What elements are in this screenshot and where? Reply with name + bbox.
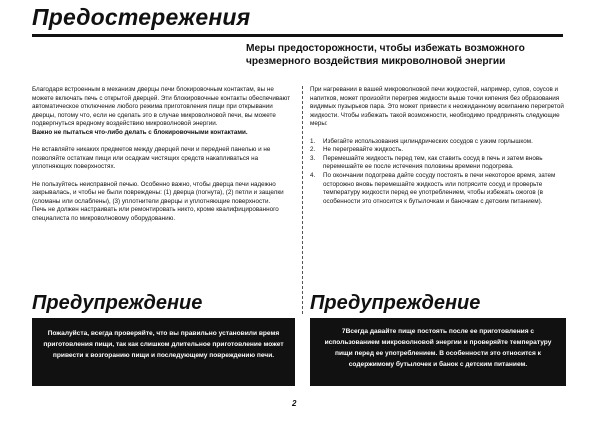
list-item: 3. Перемешайте жидкость перед тем, как ставить сосуд в печь и затем вновь перемешайте ее после истечения половины времени подогрева.	[310, 154, 543, 171]
warning-text-left: Пожалуйста, всегда проверяйте, что вы правильно установили время приготовления пищи, так как слишком длительное приготовление может привести к возгоранию пищи и последующему повреждению печи.	[43, 330, 284, 359]
damaged-oven-paragraph: Не пользуйтесь неисправной печью. Особенно важно, чтобы дверца печи надежно закрывалась, и чтобы не были повреждены: (1) дверца (погнута), (2) петли и защелки (сломаны или ослаблены), (3) уплотнители дверцы и уплотняющие поверхности.	[32, 180, 284, 205]
warning-heading-left: Предупреждение	[32, 292, 203, 314]
page-title: Предостережения	[32, 4, 251, 30]
warning-text-right: 7Всегда давайте пище постоять после ее приготовления с использованием микроволновой энергии и проверяйте температуру пищи перед ее употреблением. В особенности это относится к содержимому бутылочек и банок с детским питанием.	[324, 328, 552, 368]
warning-box-left	[32, 318, 295, 386]
right-column	[310, 86, 566, 206]
warning-box-right	[310, 318, 566, 386]
liquids-intro-paragraph: При нагревании в вашей микроволновой печи жидкостей, например, супов, соусов и напитков, может произойти перегрев жидкости выше точки кипения без образования видимых пузырьков пара. Это может привести к неожиданному вскипанию перегретой жидкости. Чтобы избежать такой возможности, необходимо предпринять следующие меры:	[310, 86, 564, 128]
door-objects-paragraph: Не вставляйте никаких предметов между дверцей печи и передней панелью и не позволяйте остаткам пищи или осадкам чистящих средств накапливаться на уплотняющих поверхностях.	[32, 146, 271, 171]
page-number: 2	[292, 399, 297, 408]
title-rule	[32, 34, 563, 37]
warning-heading-right: Предупреждение	[310, 292, 481, 314]
precautions-list	[310, 138, 566, 207]
page-subtitle: Меры предосторожности, чтобы избежать возможного чрезмерного воздействия микроволновой энергии	[246, 43, 525, 67]
interlock-paragraph: Благодаря встроенным в механизм дверцы печи блокировочным контактам, вы не можете включать печь с открытой дверцей. Эти блокировочные контакты обеспечивают автоматическое отключение любого режима приготовления пищи при открывании дверцы, потому что, если не сделать это в случае микроволновой печи, вы можете подвергнуться вредному воздействию микроволновой энергии.	[32, 86, 291, 128]
list-item: 4. По окончании подогрева дайте сосуду постоять в печи некоторое время, затем осторожно вновь перемешайте жидкость или потрясите сосуд и проверьте температуру жидкости перед ее употреблением, чтобы избежать ожогов (в особенности это относится к бутылочкам и баночкам с детским питанием).	[310, 171, 556, 205]
column-divider	[302, 86, 303, 314]
list-item: 1. Избегайте использования цилиндрических сосудов с узким горлышком.	[310, 137, 533, 145]
repair-paragraph: Печь не должен настраивать или ремонтировать никто, кроме квалифицированного специалиста по микроволновому оборудованию.	[32, 206, 279, 222]
left-column	[32, 86, 294, 232]
interlock-warning-bold: Важно не пытаться что-либо делать с блокировочными контактами.	[32, 128, 248, 136]
list-item: 2. Не перегревайте жидкость.	[310, 146, 404, 154]
